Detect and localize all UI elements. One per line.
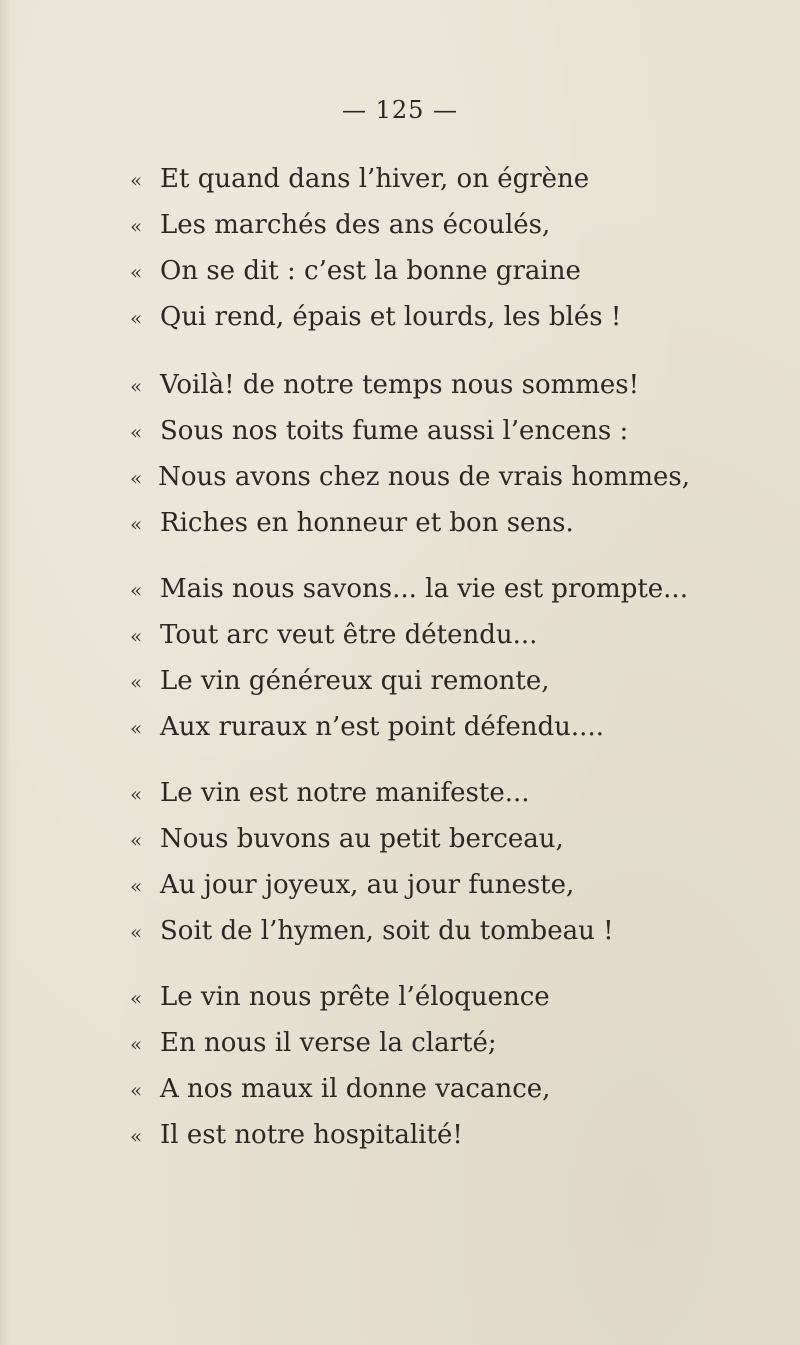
verse-text: Nous buvons au petit berceau, [160,824,564,854]
quote-mark: « [130,168,143,192]
verse-text: Et quand dans l’hiver, on égrène [160,164,590,194]
verse-text: On se dit : c’est la bonne graine [160,256,581,286]
stanza-4 [130,778,690,962]
verse-text: Aux ruraux n’est point défendu.... [160,712,604,742]
quote-mark: « [130,920,143,944]
verse-line [130,778,690,824]
verse-text: Tout arc veut être détendu... [160,620,538,650]
quote-mark: « [130,578,143,602]
verse-line [130,210,690,256]
quote-mark: « [130,874,143,898]
verse-line [130,824,690,870]
stanza-2 [130,370,690,554]
verse-line [130,620,690,666]
quote-mark: « [130,420,143,444]
stanza-1 [130,164,690,348]
quote-mark: « [130,466,143,490]
verse-text: Nous avons chez nous de vrais hommes, [158,462,690,492]
verse-text: Au jour joyeux, au jour funeste, [160,870,575,900]
verse-text: A nos maux il donne vacance, [160,1074,551,1104]
verse-line [130,302,690,348]
quote-mark: « [130,986,143,1010]
verse-text: En nous il verse la clarté; [160,1028,497,1058]
verse-text: Le vin nous prête l’éloquence [160,982,550,1012]
verse-text: Sous nos toits fume aussi l’encens : [160,416,629,446]
verse-line [130,508,690,554]
verse-line [130,916,690,962]
quote-mark: « [130,782,143,806]
quote-mark: « [130,828,143,852]
quote-mark: « [130,374,143,398]
verse-line [130,164,690,210]
verse-line [130,256,690,302]
verse-line [130,416,690,462]
quote-mark: « [130,214,143,238]
stanza-5 [130,982,690,1166]
verse-text: Le vin est notre manifeste... [160,778,530,808]
verse-line [130,370,690,416]
stanza-3 [130,574,690,758]
quote-mark: « [130,306,143,330]
verse-text: Les marchés des ans écoulés, [160,210,551,240]
verse-line [130,1074,690,1120]
verse-text: Il est notre hospitalité! [160,1120,463,1150]
verse-line [130,712,690,758]
verse-line [130,462,690,508]
quote-mark: « [130,624,143,648]
verse-text: Riches en honneur et bon sens. [160,508,574,538]
verse-text: Mais nous savons... la vie est prompte... [160,574,688,604]
verse-text: Qui rend, épais et lourds, les blés ! [160,302,622,332]
quote-mark: « [130,716,143,740]
verse-line [130,1120,690,1166]
quote-mark: « [130,260,143,284]
page-edge-shadow [0,0,10,1345]
verse-text: Soit de l’hymen, soit du tombeau ! [160,916,614,946]
verse-line [130,870,690,916]
verse-line [130,574,690,620]
verse-text: Le vin généreux qui remonte, [160,666,550,696]
quote-mark: « [130,670,143,694]
quote-mark: « [130,512,143,536]
page-number: — 125 — [341,96,459,124]
verse-text: Voilà! de notre temps nous sommes! [160,370,640,400]
verse-line [130,666,690,712]
quote-mark: « [130,1124,143,1148]
verse-line [130,982,690,1028]
quote-mark: « [130,1032,143,1056]
verse-line [130,1028,690,1074]
quote-mark: « [130,1078,143,1102]
